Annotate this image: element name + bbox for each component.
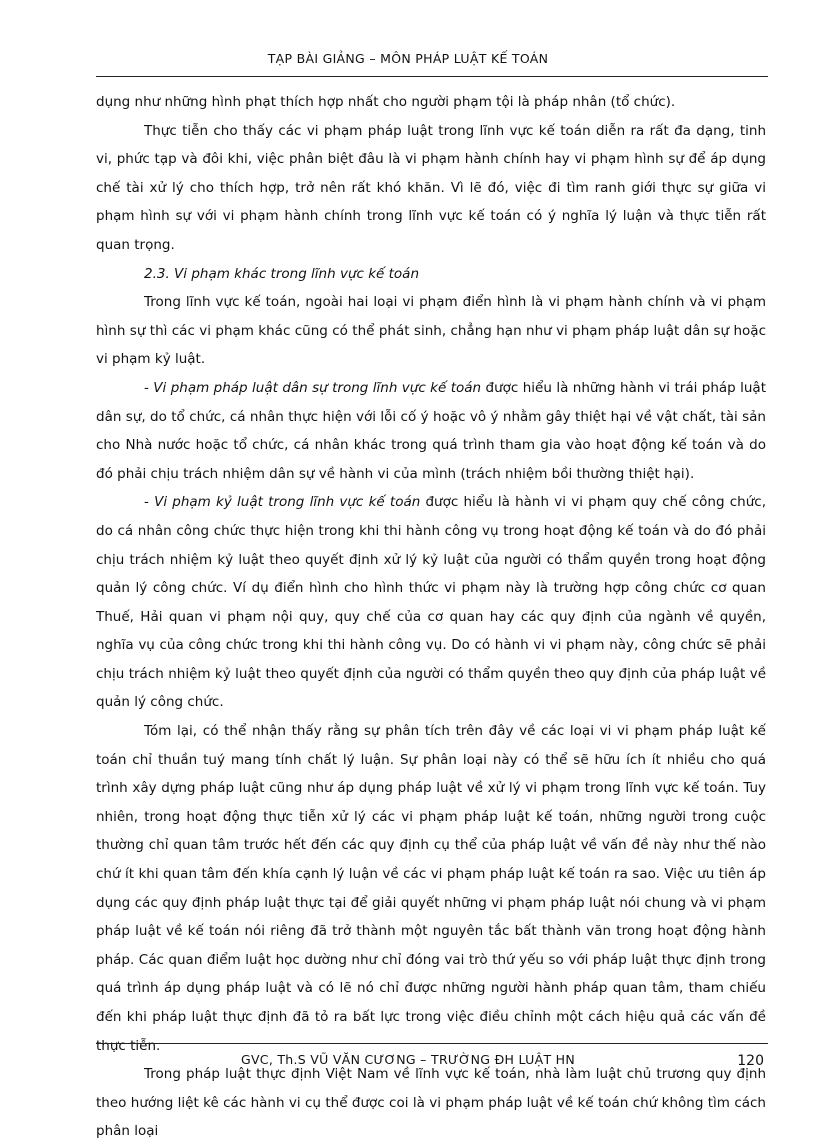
document-body [96, 88, 766, 1146]
paragraph-civil-violation: - Vi phạm pháp luật dân sự trong lĩnh vực kế toán được hiểu là những hành vi trái pháp luật dân sự, do tổ chức, cá nhân thực hiện với lỗi cố ý hoặc vô ý nhằm gây thiệt hại về vật chất, tài sản cho Nhà nước hoặc tổ chức, cá nhân khác trong quá trình tham gia vào hoạt động kế toán và do đó phải chịu trách nhiệm dân sự về hành vi của mình (trách nhiệm bồi thường thiệt hại). [96, 379, 767, 482]
paragraph-practice: Thực tiễn cho thấy các vi phạm pháp luật trong lĩnh vực kế toán diễn ra rất đa dạng, tinh vi, phức tạp và đôi khi, việc phân biệt đâu là vi phạm hành chính hay vi phạm hình sự để áp dụng chế tài xử lý cho thích hợp, trở nên rất khó khăn. Vì lẽ đó, việc đi tìm ranh giới thực sự giữa vi phạm hình sự với vi phạm hành chính trong lĩnh vực kế toán có ý nghĩa lý luận và thực tiễn rất quan trọng. [96, 122, 766, 253]
civil-violation-definition: được hiểu là những hành vi trái pháp luật dân sự, do tổ chức, cá nhân thực hiện với lỗi cố ý hoặc vô ý nhằm gây thiệt hại về vật chất, tài sản cho Nhà nước hoặc tổ chức, cá nhân khác trong quá trình tham gia vào hoạt động kế toán và do đó phải chịu trách nhiệm dân sự về hành vi của mình (trách nhiệm bồi thường thiệt hại). [96, 379, 767, 482]
footer-divider [96, 1043, 768, 1044]
footer-author: GVC, Th.S VŨ VĂN CƯƠNG – TRƯỜNG ĐH LUẬT HN [240, 1052, 576, 1067]
civil-violation-term: Vi phạm pháp luật dân sự trong lĩnh vực kế toán [153, 379, 482, 396]
header-divider [96, 76, 768, 77]
paragraph-summary: Tóm lại, có thể nhận thấy rằng sự phân tích trên đây về các loại vi vi phạm pháp luật kế toán chỉ thuần tuý mang tính chất lý luận. Sự phân loại này có thể sẽ hữu ích ít nhiều cho quá trình xây dựng pháp luật cũng như áp dụng pháp luật về xử lý vi phạm trong lĩnh vực kế toán. Tuy nhiên, trong hoạt động thực tiễn xử lý các vi phạm pháp luật kế toán, những người trong cuộc thường chỉ quan tâm trước hết đến các quy định cụ thể của pháp luật về vấn đề này như thế nào chứ ít khi quan tâm đến khía cạnh lý luận về các vi phạm pháp luật kế toán ra sao. Việc ưu tiên áp dụng các quy định pháp luật thực tại để giải quyết những vi phạm pháp luật nói chung và vi phạm pháp luật về kế toán nói riêng đã trở thành một nguyên tắc bất thành văn trong hoạt động hành pháp. Các quan điểm luật học dường như chỉ đóng vai trò thứ yếu so với pháp luật thực định trong quá trình áp dụng pháp luật và có lẽ nó chỉ được những người hành pháp quan tâm, tham chiếu đến khi pháp luật thực định đã tỏ ra bất lực trong việc điều chỉnh một cách hiệu quả các vấn đề thực tiễn. [96, 723, 766, 1054]
paragraph-other-violations: Trong lĩnh vực kế toán, ngoài hai loại vi phạm điển hình là vi phạm hành chính và vi phạm hình sự thì các vi phạm khác cũng có thể phát sinh, chẳng hạn như vi phạm pháp luật dân sự hoặc vi phạm kỷ luật. [96, 294, 766, 368]
paragraph-continuation: dụng như những hình phạt thích hợp nhất cho người phạm tội là pháp nhân (tổ chức). [96, 94, 676, 110]
discipline-violation-term: Vi phạm kỷ luật trong lĩnh vực kế toán [154, 494, 421, 511]
page-number: 120 [737, 1053, 764, 1069]
paragraph-discipline-violation: - Vi phạm kỷ luật trong lĩnh vực kế toán được hiểu là hành vi vi phạm quy chế công chức, do cá nhân công chức thực hiện trong khi thi hành công vụ trong hoạt động kế toán và do đó phải chịu trách nhiệm kỷ luật theo quyết định xử lý kỷ luật của người có thẩm quyền trong hoạt động quản lý công chức. Ví dụ điển hình cho hình thức vi phạm này là trường hợp công chức cơ quan Thuế, Hải quan vi phạm nội quy, quy chế của cơ quan hay các quy định của ngành về quyền, nghĩa vụ của công chức trong khi thi hành công vụ. Do có hành vi vi phạm này, công chức sẽ phải chịu trách nhiệm kỷ luật theo quyết định của người có thẩm quyền theo quy định của pháp luật về quản lý công chức. [96, 494, 766, 711]
paragraph-positive-law: Trong pháp luật thực định Việt Nam về lĩnh vực kế toán, nhà làm luật chủ trương quy định theo hướng liệt kê các hành vi cụ thể được coi là vi phạm pháp luật về kế toán chứ không tìm cách phân loại [96, 1066, 766, 1140]
discipline-violation-definition: được hiểu là hành vi vi phạm quy chế công chức, do cá nhân công chức thực hiện trong khi thi hành công vụ trong hoạt động kế toán và do đó phải chịu trách nhiệm kỷ luật theo quyết định xử lý kỷ luật của người có thẩm quyền trong hoạt động quản lý công chức. Ví dụ điển hình cho hình thức vi phạm này là trường hợp công chức cơ quan Thuế, Hải quan vi phạm nội quy, quy chế của cơ quan hay các quy định của ngành về quyền, nghĩa vụ của công chức trong khi thi hành công vụ. Do có hành vi vi phạm này, công chức sẽ phải chịu trách nhiệm kỷ luật theo quyết định của người có thẩm quyền theo quy định của pháp luật về quản lý công chức. [96, 494, 766, 711]
page-header-title: TẠP BÀI GIẢNG – MÔN PHÁP LUẬT KẾ TOÁN [267, 51, 549, 66]
section-heading-2-3: 2.3. Vi phạm khác trong lĩnh vực kế toán [144, 265, 420, 282]
